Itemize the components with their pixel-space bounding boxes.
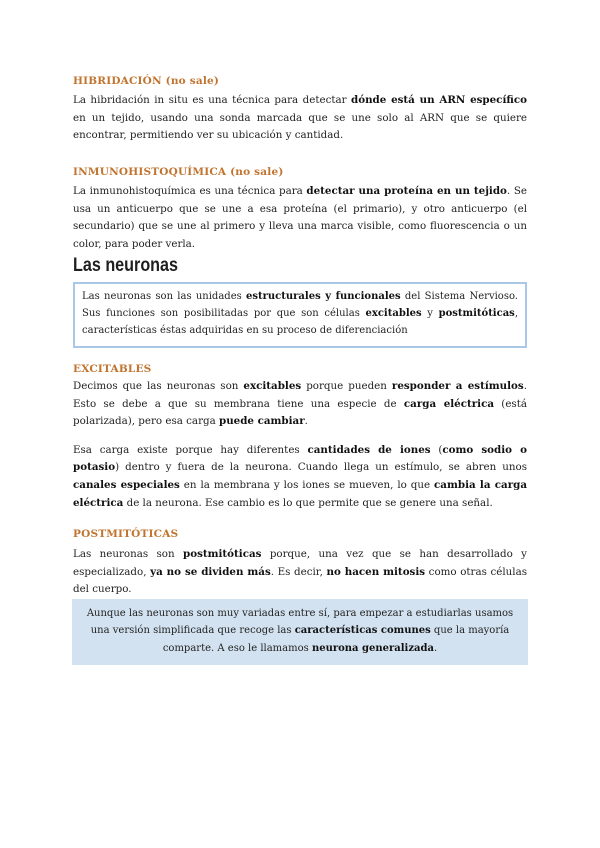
highlight-note-text: Aunque las neuronas son muy variadas entre sí, para empezar a estudiarlas usamos una versión simplificada que recoge las características comunes que la mayoría comparte. A eso le llamamos neurona generalizada. [86, 608, 514, 654]
section-excitables [73, 363, 527, 512]
paragraph-postmitoticas: Las neuronas son postmitóticas porque, una vez que se han desarrollado y especializado, ya no se dividen más. Es decir, no hacen mitosis como otras células del cuerpo. [73, 548, 528, 596]
paragraph-excitables-1: Decimos que las neuronas son excitables porque pueden responder a estímulos. Esto se debe a que su membrana tiene una especie de carga eléctrica (está polarizada), pero esa carga puede cambiar. [73, 380, 527, 428]
paragraph-hibridacion: La hibridación in situ es una técnica para detectar dónde está un ARN específico en un tejido, usando una sonda marcada que se une solo al ARN que se quiere encontrar, permitiendo ver su ubicación y cantidad. [73, 94, 527, 142]
section-postmitoticas [73, 528, 527, 599]
heading-postmitoticas: POSTMITÓTICAS [73, 528, 179, 540]
paragraph-excitables-2: Esa carga existe porque hay diferentes cantidades de iones (como sodio o potasio) dentro y fuera de la neurona. Cuando llega un estímulo, se abren unos canales especiales en la membrana y los iones se mueven, lo que cambia la carga eléctrica de la neurona. Ese cambio es lo que permite que se genere una señal. [73, 443, 527, 509]
highlight-note-box [72, 599, 528, 665]
section-hibridacion [73, 75, 527, 145]
heading-hibridacion: HIBRIDACIÓN (no sale) [73, 75, 220, 87]
definition-text: Las neuronas son las unidades estructurales y funcionales del Sistema Nervioso. Sus funciones son posibilitadas por que son células excitables y postmitóticas, características éstas adquiridas en su proceso de diferenciación [82, 291, 518, 337]
paragraph-inmunohistoquimica: La inmunohistoquímica es una técnica para detectar una proteína en un tejido. Se usa un anticuerpo que se une a esa proteína (el primario), y otro anticuerpo (el secundario) que se une al primero y lleva una marca visible, como fluorescencia o un color, para poder verla. [73, 185, 527, 250]
definition-box [73, 282, 527, 348]
heading-excitables: EXCITABLES [73, 363, 152, 375]
section-title-neuronas: Las neuronas [73, 255, 179, 276]
heading-inmunohistoquimica: INMUNOHISTOQUÍMICA (no sale) [73, 166, 284, 178]
section-inmunohistoquimica [73, 166, 527, 253]
